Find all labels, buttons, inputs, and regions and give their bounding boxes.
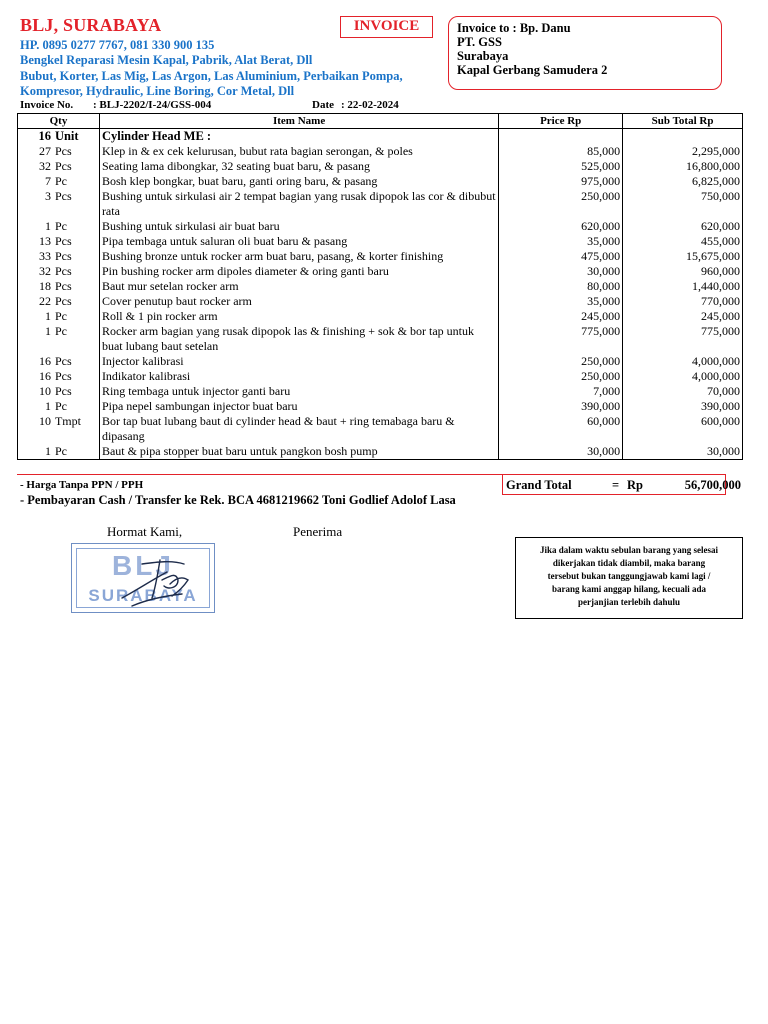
table-header-row xyxy=(18,114,743,129)
qty-number: 16 xyxy=(38,129,51,143)
qty-number: 10 xyxy=(38,384,51,398)
row-qty xyxy=(18,189,100,219)
disclaimer-line: tersebut bukan tanggungjawab kami lagi / xyxy=(547,571,711,581)
qty-unit: Pcs xyxy=(54,234,72,248)
qty-unit: Pcs xyxy=(54,264,72,278)
header-subtotal: Sub Total Rp xyxy=(623,114,743,129)
row-price: 7,000 xyxy=(499,384,623,399)
qty-unit: Tmpt xyxy=(54,414,81,428)
table-row xyxy=(18,144,743,159)
stamp-line1: BLJ xyxy=(112,550,174,581)
row-price: 390,000 xyxy=(499,399,623,414)
row-price: 80,000 xyxy=(499,279,623,294)
qty-number: 22 xyxy=(38,294,51,308)
disclaimer-line: perjanjian terlebih dahulu xyxy=(577,597,680,607)
header-price: Price Rp xyxy=(499,114,623,129)
row-subtotal: 390,000 xyxy=(623,399,743,414)
bill-to-line: PT. GSS xyxy=(457,35,502,49)
row-price: 250,000 xyxy=(499,189,623,219)
table-row xyxy=(18,219,743,234)
qty-number: 7 xyxy=(44,174,51,188)
qty-unit: Pcs xyxy=(54,144,72,158)
qty-number: 32 xyxy=(38,159,51,173)
row-item-name: Rocker arm bagian yang rusak dipopok las & finishing + sok & bor tap untuk buat lubang baut setelan xyxy=(99,324,498,354)
row-item-name: Ring tembaga untuk injector ganti baru xyxy=(99,384,498,399)
qty-unit: Pcs xyxy=(54,294,72,308)
row-price: 975,000 xyxy=(499,174,623,189)
row-item-name: Bor tap buat lubang baut di cylinder head & baut + ring temabaga baru & dipasang xyxy=(99,414,498,444)
row-price: 250,000 xyxy=(499,369,623,384)
row-subtotal: 70,000 xyxy=(623,384,743,399)
bill-to-box xyxy=(448,16,722,90)
qty-unit: Pc xyxy=(54,174,67,188)
row-subtotal: 1,440,000 xyxy=(623,279,743,294)
row-subtotal: 770,000 xyxy=(623,294,743,309)
row-price: 245,000 xyxy=(499,309,623,324)
row-qty xyxy=(18,159,100,174)
row-qty xyxy=(18,174,100,189)
row-qty xyxy=(18,414,100,444)
section-title: Cylinder Head ME : xyxy=(99,129,498,145)
row-price: 620,000 xyxy=(499,219,623,234)
row-item-name: Baut & pipa stopper buat baru untuk pangkon bosh pump xyxy=(99,444,498,460)
qty-number: 10 xyxy=(38,414,51,428)
table-row xyxy=(18,234,743,249)
row-qty xyxy=(18,369,100,384)
table-row xyxy=(18,309,743,324)
row-price: 775,000 xyxy=(499,324,623,354)
row-subtotal: 4,000,000 xyxy=(623,369,743,384)
row-price: 250,000 xyxy=(499,354,623,369)
handwritten-signature xyxy=(112,550,202,610)
company-desc-line: Bengkel Reparasi Mesin Kapal, Pabrik, Alat Berat, Dll xyxy=(20,53,313,67)
row-subtotal: 775,000 xyxy=(623,324,743,354)
row-item-name: Cover penutup baut rocker arm xyxy=(99,294,498,309)
grand-total-value: 56,700,000 xyxy=(684,478,741,492)
row-item-name: Injector kalibrasi xyxy=(99,354,498,369)
row-price: 30,000 xyxy=(499,444,623,460)
company-desc-line: Kompresor, Hydraulic, Line Boring, Cor Metal, Dll xyxy=(20,84,295,98)
qty-number: 1 xyxy=(44,324,51,338)
disclaimer-line: barang kami anggap hilang, kecuali ada xyxy=(551,584,707,594)
company-stamp xyxy=(71,543,215,613)
invoice-no-label: Invoice No. xyxy=(20,99,74,111)
qty-unit: Pc xyxy=(54,399,67,413)
date-label: Date xyxy=(312,99,334,111)
row-qty xyxy=(18,249,100,264)
company-name: BLJ, SURABAYA xyxy=(20,15,162,35)
company-description xyxy=(20,53,403,100)
qty-unit: Unit xyxy=(54,129,79,143)
qty-number: 13 xyxy=(38,234,51,248)
row-qty xyxy=(18,399,100,414)
row-subtotal: 2,295,000 xyxy=(623,144,743,159)
table-row xyxy=(18,189,743,219)
qty-unit: Pcs xyxy=(54,189,72,203)
row-subtotal: 245,000 xyxy=(623,309,743,324)
row-subtotal: 960,000 xyxy=(623,264,743,279)
qty-unit: Pcs xyxy=(54,369,72,383)
row-price: 85,000 xyxy=(499,144,623,159)
table-row xyxy=(18,369,743,384)
row-qty xyxy=(18,279,100,294)
row-item-name: Pin bushing rocker arm dipoles diameter & oring ganti baru xyxy=(99,264,498,279)
table-row xyxy=(18,174,743,189)
row-item-name: Roll & 1 pin rocker arm xyxy=(99,309,498,324)
row-item-name: Bosh klep bongkar, buat baru, ganti oring baru, & pasang xyxy=(99,174,498,189)
disclaimer-box xyxy=(515,537,743,619)
row-item-name: Klep in & ex cek kelurusan, bubut rata bagian serongan, & poles xyxy=(99,144,498,159)
row-qty xyxy=(18,294,100,309)
row-subtotal: 455,000 xyxy=(623,234,743,249)
bill-to-line: Surabaya xyxy=(457,49,509,63)
qty-unit: Pc xyxy=(54,219,67,233)
company-phone: HP. 0895 0277 7767, 081 330 900 135 xyxy=(20,38,215,52)
tax-note: - Harga Tanpa PPN / PPH xyxy=(20,479,144,491)
grand-total-label: Grand Total xyxy=(506,478,572,492)
table-row xyxy=(18,324,743,354)
qty-unit: Pcs xyxy=(54,159,72,173)
row-price: 35,000 xyxy=(499,294,623,309)
row-price: 60,000 xyxy=(499,414,623,444)
row-subtotal: 16,800,000 xyxy=(623,159,743,174)
date-value: : 22-02-2024 xyxy=(341,99,399,111)
qty-unit: Pc xyxy=(54,309,67,323)
qty-unit: Pc xyxy=(54,324,67,338)
row-item-name: Pipa nepel sambungan injector buat baru xyxy=(99,399,498,414)
row-item-name: Pipa tembaga untuk saluran oli buat baru & pasang xyxy=(99,234,498,249)
qty-unit: Pc xyxy=(54,444,67,458)
qty-number: 18 xyxy=(38,279,51,293)
bill-to-line: Kapal Gerbang Samudera 2 xyxy=(457,63,608,77)
grand-total-currency: Rp xyxy=(627,478,643,492)
row-qty xyxy=(18,384,100,399)
qty-number: 1 xyxy=(44,309,51,323)
row-subtotal: 600,000 xyxy=(623,414,743,444)
table-row xyxy=(18,264,743,279)
qty-number: 27 xyxy=(38,144,51,158)
table-row xyxy=(18,384,743,399)
disclaimer-line: dikerjakan tidak diambil, maka barang xyxy=(552,558,706,568)
row-qty xyxy=(18,444,100,460)
table-row xyxy=(18,249,743,264)
qty-number: 16 xyxy=(38,369,51,383)
qty-number: 33 xyxy=(38,249,51,263)
row-qty xyxy=(18,354,100,369)
sender-signature-label: Hormat Kami, xyxy=(107,524,183,539)
disclaimer-line: Jika dalam waktu sebulan barang yang selesai xyxy=(539,545,719,555)
invoice-no-value: : BLJ-2202/I-24/GSS-004 xyxy=(93,99,212,111)
row-item-name: Seating lama dibongkar, 32 seating buat baru, & pasang xyxy=(99,159,498,174)
qty-unit: Pcs xyxy=(54,354,72,368)
row-subtotal: 15,675,000 xyxy=(623,249,743,264)
grand-total-equals: = xyxy=(612,478,620,492)
items-table xyxy=(17,113,743,460)
qty-number: 3 xyxy=(44,189,51,203)
stamp-line2: SURABAYA xyxy=(88,586,198,605)
row-subtotal: 4,000,000 xyxy=(623,354,743,369)
row-price: 475,000 xyxy=(499,249,623,264)
row-qty xyxy=(18,309,100,324)
table-row xyxy=(18,294,743,309)
section-qty xyxy=(18,129,100,145)
row-subtotal: 750,000 xyxy=(623,189,743,219)
qty-number: 1 xyxy=(44,219,51,233)
row-qty xyxy=(18,219,100,234)
table-row xyxy=(18,279,743,294)
table-row xyxy=(18,159,743,174)
table-row xyxy=(18,399,743,414)
row-item-name: Bushing untuk sirkulasi air 2 tempat bagian yang rusak dipopok las cor & dibubut rata xyxy=(99,189,498,219)
table-row xyxy=(18,414,743,444)
bill-to-line: Invoice to : Bp. Danu xyxy=(457,21,571,35)
row-qty xyxy=(18,144,100,159)
row-price: 525,000 xyxy=(499,159,623,174)
header-qty: Qty xyxy=(18,114,100,129)
row-subtotal: 30,000 xyxy=(623,444,743,460)
qty-unit: Pcs xyxy=(54,279,72,293)
receiver-signature-label: Penerima xyxy=(293,524,343,539)
qty-number: 1 xyxy=(44,399,51,413)
table-row xyxy=(18,444,743,460)
row-item-name: Baut mur setelan rocker arm xyxy=(99,279,498,294)
row-item-name: Indikator kalibrasi xyxy=(99,369,498,384)
row-price: 35,000 xyxy=(499,234,623,249)
qty-unit: Pcs xyxy=(54,249,72,263)
row-item-name: Bushing untuk sirkulasi air buat baru xyxy=(99,219,498,234)
row-subtotal: 620,000 xyxy=(623,219,743,234)
row-subtotal: 6,825,000 xyxy=(623,174,743,189)
document-title: INVOICE xyxy=(340,16,433,38)
qty-number: 16 xyxy=(38,354,51,368)
section-row xyxy=(18,129,743,145)
qty-unit: Pcs xyxy=(54,384,72,398)
row-price: 30,000 xyxy=(499,264,623,279)
row-qty xyxy=(18,324,100,354)
grand-total-box xyxy=(502,474,741,495)
row-qty xyxy=(18,234,100,249)
qty-number: 1 xyxy=(44,444,51,458)
qty-number: 32 xyxy=(38,264,51,278)
header-item-name: Item Name xyxy=(99,114,498,129)
row-qty xyxy=(18,264,100,279)
company-desc-line: Bubut, Korter, Las Mig, Las Argon, Las Aluminium, Perbaikan Pompa, xyxy=(20,68,403,83)
table-row xyxy=(18,354,743,369)
row-item-name: Bushing bronze untuk rocker arm buat baru, pasang, & korter finishing xyxy=(99,249,498,264)
payment-note: - Pembayaran Cash / Transfer ke Rek. BCA 4681219662 Toni Godlief Adolof Lasa xyxy=(20,493,456,507)
